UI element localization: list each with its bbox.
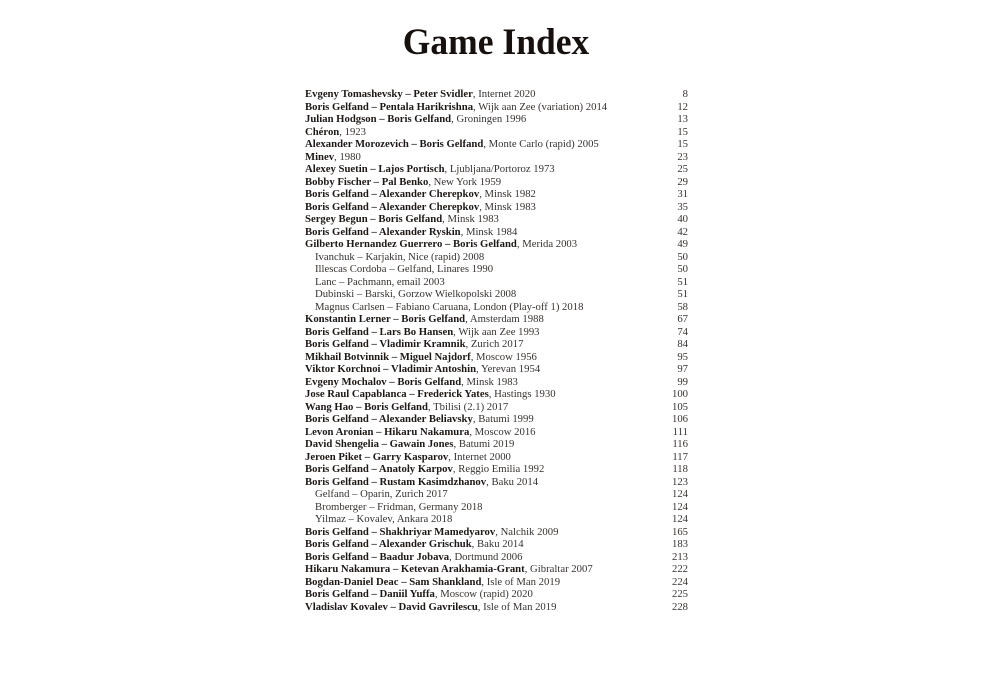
game-venue-year: , Isle of Man 2019 (481, 575, 561, 588)
game-venue-year: Illescas Cordoba – Gelfand, Linares 1990 (315, 263, 494, 275)
game-index-row (305, 501, 688, 514)
page-number: 117 (672, 450, 688, 463)
game-index-row (305, 551, 688, 564)
game-entry-text (305, 351, 537, 364)
game-venue-year: , Monte Carlo (rapid) 2005 (483, 138, 599, 150)
game-index-row (305, 376, 688, 389)
page-number: 42 (677, 225, 688, 238)
page-number: 8 (682, 88, 688, 100)
game-players: Mikhail Botvinnik – Miguel Najdorf (305, 350, 471, 363)
game-entry-text (305, 213, 499, 226)
game-venue-year: , Wijk aan Zee (variation) 2014 (473, 100, 608, 113)
game-index-row (305, 288, 688, 301)
page-number: 99 (677, 375, 688, 388)
game-entry-text (315, 263, 493, 276)
game-index-row (305, 463, 688, 476)
game-entry-text (305, 176, 501, 189)
game-venue-year: , 1923 (339, 125, 366, 138)
game-entry-text (305, 363, 540, 376)
page-number: 50 (677, 263, 688, 275)
game-index-row (305, 151, 688, 164)
game-index-list (305, 88, 688, 613)
game-entry-text (305, 388, 556, 401)
page-number: 23 (677, 150, 688, 163)
game-entry-text (305, 463, 544, 476)
page-number: 15 (677, 138, 688, 150)
game-venue-year: , Yerevan 1954 (476, 363, 541, 375)
game-entry-text (305, 138, 599, 151)
game-index-row (305, 401, 688, 414)
game-index-row (305, 451, 688, 464)
game-players: Alexander Morozevich – Boris Gelfand (305, 138, 484, 150)
game-venue-year: , Minsk 1984 (460, 225, 518, 238)
game-entry-text (315, 251, 484, 264)
game-venue-year: , Groningen 1996 (451, 113, 527, 125)
game-venue-year: , Dortmund 2006 (449, 550, 523, 563)
game-index-row (305, 563, 688, 576)
game-index-row (305, 188, 688, 201)
game-venue-year: , Minsk 1983 (479, 200, 536, 213)
game-venue-year: , Minsk 1982 (479, 188, 536, 200)
game-venue-year: , Minsk 1983 (461, 375, 518, 388)
game-entry-text (305, 538, 524, 551)
game-index-row (305, 88, 688, 101)
game-venue-year: , Wijk aan Zee 1993 (453, 325, 540, 338)
game-entry-text (315, 513, 452, 526)
game-index-row (305, 488, 688, 501)
game-entry-text (305, 601, 556, 614)
page-number: 213 (671, 550, 688, 563)
game-index-row (305, 263, 688, 276)
game-index-row (305, 201, 688, 214)
game-venue-year: Dubinski – Barski, Gorzow Wielkopolski 2008 (315, 288, 517, 300)
page-number: 13 (677, 113, 688, 125)
game-venue-year: , Moscow 2016 (469, 425, 536, 438)
game-index-row (305, 238, 688, 251)
page-number: 40 (677, 213, 688, 225)
game-venue-year: , Nalchik 2009 (495, 525, 559, 538)
game-venue-year: , Tbilisi (2.1) 2017 (427, 400, 509, 413)
game-entry-text (305, 101, 607, 114)
game-players: Bogdan-Daniel Deac – Sam Shankland (305, 575, 482, 588)
page-number: 97 (677, 363, 688, 375)
game-entry-text (305, 126, 366, 139)
page-number: 51 (677, 288, 688, 300)
game-entry-text (305, 163, 555, 176)
game-entry-text (305, 563, 593, 576)
game-entry-text (305, 526, 558, 539)
page-number: 49 (677, 238, 688, 250)
page-number: 124 (671, 488, 688, 500)
page-number: 111 (672, 425, 688, 438)
page-number: 25 (677, 163, 688, 175)
game-entry-text (305, 338, 523, 351)
game-players: Boris Gelfand – Rustam Kasimdzhanov (305, 475, 487, 488)
game-index-row (305, 126, 688, 139)
game-venue-year: Lanc – Pachmann, email 2003 (315, 275, 445, 288)
game-entry-text (305, 476, 538, 489)
game-index-row (305, 426, 688, 439)
game-index-row (305, 251, 688, 264)
page-number: 222 (671, 563, 688, 575)
game-players: Levon Aronian – Hikaru Nakamura (305, 425, 470, 438)
game-players: Evgeny Mochalov – Boris Gelfand (305, 375, 462, 388)
game-venue-year: , Moscow (rapid) 2020 (434, 588, 533, 600)
page-number: 105 (671, 400, 688, 413)
page-number: 118 (672, 463, 688, 475)
game-players: Boris Gelfand – Alexander Ryskin (305, 225, 461, 238)
game-players: Boris Gelfand – Baadur Jobava (305, 550, 450, 563)
game-venue-year: Bromberger – Fridman, Germany 2018 (315, 500, 483, 513)
game-venue-year: , Amsterdam 1988 (465, 313, 544, 325)
game-index-row (305, 526, 688, 539)
game-venue-year: , Batumi 1999 (472, 413, 534, 425)
game-index-row (305, 363, 688, 376)
game-venue-year: , Batumi 2019 (453, 438, 515, 450)
game-venue-year: , Internet 2020 (472, 88, 536, 100)
game-venue-year: Yilmaz – Kovalev, Ankara 2018 (315, 513, 453, 525)
game-entry-text (315, 276, 445, 289)
game-index-row (305, 538, 688, 551)
game-entry-text (305, 376, 518, 389)
page-title: Game Index (402, 22, 590, 63)
game-index-row (305, 301, 688, 314)
page-number: 51 (677, 275, 688, 288)
page-number: 50 (677, 250, 688, 263)
game-venue-year: , Baku 2014 (486, 475, 539, 488)
game-entry-text (305, 238, 577, 251)
game-index-row (305, 213, 688, 226)
page-number: 165 (671, 525, 688, 538)
game-venue-year: , Merida 2003 (516, 238, 578, 250)
game-index-row (305, 388, 688, 401)
game-venue-year: , Isle of Man 2019 (477, 600, 557, 613)
game-venue-year: , Minsk 1983 (442, 213, 499, 225)
game-venue-year: Magnus Carlsen – Fabiano Caruana, London (Play-off 1) 2018 (315, 300, 584, 313)
game-index-row (305, 163, 688, 176)
game-entry-text (305, 313, 544, 326)
game-players: Bobby Fischer – Pal Benko (305, 175, 429, 188)
game-venue-year: , Reggio Emilia 1992 (452, 463, 545, 475)
game-players: Julian Hodgson – Boris Gelfand (305, 113, 452, 125)
game-players: Gilberto Hernandez Guerrero – Boris Gelfand (305, 238, 517, 250)
game-index-row (305, 101, 688, 114)
page-number: 123 (671, 475, 688, 488)
game-entry-text (315, 501, 483, 514)
game-players: Sergey Begun – Boris Gelfand (305, 213, 443, 225)
game-index-row (305, 276, 688, 289)
page-number: 31 (677, 188, 688, 200)
page-number: 106 (671, 413, 688, 425)
game-players: Boris Gelfand – Pentala Harikrishna (305, 100, 474, 113)
game-venue-year: , Zurich 2017 (465, 338, 524, 350)
game-entry-text (305, 588, 533, 601)
game-entry-text (305, 451, 511, 464)
game-entry-text (305, 413, 534, 426)
game-players: Boris Gelfand – Alexander Grischuk (305, 538, 472, 550)
game-entry-text (305, 438, 514, 451)
page-number: 100 (671, 388, 688, 400)
game-venue-year: , Hastings 1930 (488, 388, 556, 400)
game-entry-text (305, 426, 536, 439)
page-number: 124 (671, 513, 688, 525)
game-players: Konstantin Lerner – Boris Gelfand (305, 313, 466, 325)
game-entry-text (305, 151, 361, 164)
game-index-row (305, 326, 688, 339)
game-venue-year: , New York 1959 (428, 175, 502, 188)
game-entry-text (305, 576, 560, 589)
game-players: Viktor Korchnoi – Vladimir Antoshin (305, 363, 477, 375)
game-index-row (305, 438, 688, 451)
game-entry-text (305, 88, 535, 101)
game-players: Boris Gelfand – Alexander Cherepkov (305, 188, 480, 200)
game-index-row (305, 476, 688, 489)
game-players: Jose Raul Capablanca – Frederick Yates (305, 388, 489, 400)
game-players: Boris Gelfand – Daniil Yuffa (305, 588, 435, 600)
game-index-row (305, 576, 688, 589)
game-index-row (305, 413, 688, 426)
game-entry-text (305, 551, 522, 564)
page-number: 12 (677, 100, 688, 113)
game-players: Chéron (305, 125, 340, 138)
game-venue-year: , Internet 2000 (448, 450, 511, 463)
game-players: Evgeny Tomashevsky – Peter Svidler (305, 88, 473, 100)
game-players: Jeroen Piket – Garry Kasparov (305, 450, 449, 463)
game-players: Boris Gelfand – Shakhriyar Mamedyarov (305, 525, 496, 538)
game-entry-text (305, 226, 517, 239)
game-venue-year: Ivanchuk – Karjakin, Nice (rapid) 2008 (315, 250, 485, 263)
page-number: 35 (677, 200, 688, 213)
game-players: Boris Gelfand – Alexander Cherepkov (305, 200, 480, 213)
game-players: Minev (305, 150, 335, 163)
game-index-row (305, 338, 688, 351)
game-index-row (305, 588, 688, 601)
page-number: 67 (677, 313, 688, 325)
game-entry-text (305, 188, 536, 201)
page-number: 228 (671, 600, 688, 613)
game-index-row (305, 176, 688, 189)
page-number: 225 (671, 588, 688, 600)
page-number: 58 (677, 300, 688, 313)
game-venue-year: , Ljubljana/Portoroz 1973 (444, 163, 555, 175)
game-venue-year: , 1980 (334, 150, 361, 163)
page-number: 84 (677, 338, 688, 350)
game-entry-text (315, 488, 448, 501)
game-index-row (305, 226, 688, 239)
game-players: Wang Hao – Boris Gelfand (305, 400, 428, 413)
game-index-row (305, 601, 688, 614)
game-venue-year: , Baku 2014 (471, 538, 524, 550)
game-venue-year: , Moscow 1956 (470, 350, 537, 363)
game-players: Boris Gelfand – Alexander Beliavsky (305, 413, 473, 425)
page-number: 74 (677, 325, 688, 338)
game-entry-text (315, 288, 516, 301)
page-number: 124 (671, 500, 688, 513)
game-players: Boris Gelfand – Lars Bo Hansen (305, 325, 454, 338)
game-index-row (305, 138, 688, 151)
game-venue-year: Gelfand – Oparin, Zurich 2017 (315, 488, 448, 500)
game-index-row (305, 351, 688, 364)
page-number: 183 (671, 538, 688, 550)
game-players: Hikaru Nakamura – Ketevan Arakhamia-Grant (305, 563, 525, 575)
game-players: Boris Gelfand – Anatoly Karpov (305, 463, 453, 475)
game-entry-text (305, 201, 536, 214)
page-number: 29 (677, 175, 688, 188)
game-players: Boris Gelfand – Vladimir Kramnik (305, 338, 466, 350)
page-number: 224 (671, 575, 688, 588)
game-index-row (305, 113, 688, 126)
page-number: 116 (672, 438, 688, 450)
game-venue-year: , Gibraltar 2007 (524, 563, 593, 575)
game-index-row (305, 513, 688, 526)
game-players: David Shengelia – Gawain Jones (305, 438, 454, 450)
game-players: Alexey Suetin – Lajos Portisch (305, 163, 445, 175)
game-players: Vladislav Kovalev – David Gavrilescu (305, 600, 478, 613)
page-number: 15 (677, 125, 688, 138)
game-index-row (305, 313, 688, 326)
page-number: 95 (677, 350, 688, 363)
game-entry-text (305, 326, 540, 339)
game-entry-text (315, 301, 583, 314)
game-entry-text (305, 401, 508, 414)
game-entry-text (305, 113, 526, 126)
